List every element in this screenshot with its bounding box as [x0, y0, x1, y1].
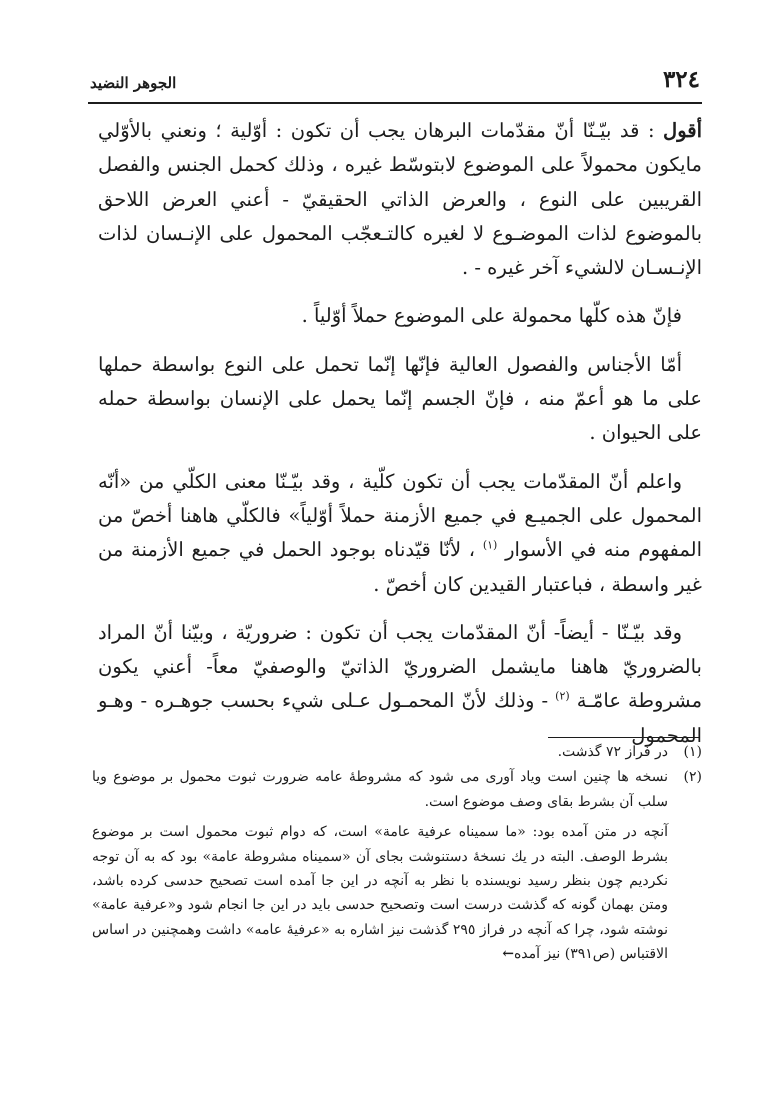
footnote-2-text: نسخه ها چنين است وياد آورى مى شود كه مشروطهٔ عامه ضرورت ثبوت محمول بر موضوع ويا سلب آن بشرط بقاى وصف موضوع است. [92, 769, 668, 810]
footnote-1-text: در فراز ٧٢ گذشت. [557, 744, 668, 760]
page-header [90, 64, 700, 100]
footnote-ref-2: (٢) [555, 689, 570, 703]
paragraph-1 [98, 114, 702, 285]
main-text [98, 114, 702, 767]
continuation-arrow-icon: ← [502, 946, 514, 963]
paragraph-2: فإنّ هذه كلّها محمولة على الموضوع حملاً أوّلياً . [301, 304, 682, 328]
paragraph-5 [98, 616, 702, 753]
paragraph-4-text-a: واعلم أنّ المقدّمات يجب أن تكون كلّية ، وقد بيّـنّا معنى الكلّي من «أنّه المحمول على الجميـع في جميع الأزمنة حملاً أوّلياً» فالكلّي هاهنا أخصّ من المفهوم منه في الأسوار [98, 469, 703, 562]
footnote-ref-1: (١) [482, 538, 498, 552]
paragraph-5-text-a: وقد بيّـنّا - أيضاً- أنّ المقدّمات يجب أن تكون : ضروريّة ، وبيّنا أنّ المراد بالضروريّ هاهنا مايشمل الضروريّ الذاتيّ والوصفيّ معاً- أعني يكون مشروطة عامّـة [98, 620, 703, 713]
footnote-rule [548, 737, 700, 738]
running-title: الجوهر النضيد [90, 74, 177, 92]
paragraph-4 [98, 465, 702, 602]
paragraph-5-text-b: - وذلك لأنّ المحمـول عـلى شيء بحسب جوهـره - وهـو المحمول [98, 689, 702, 747]
header-rule [88, 102, 702, 104]
footnote-2-comment [92, 820, 668, 966]
footnote-2-number: (٢) [683, 769, 702, 786]
lead-word: أقول [663, 119, 703, 142]
paragraph-3: أمّا الأجناس والفصول العالية فإنّها إنّما تحمل على النوع بواسطة حملها على ما هو أعمّ منه ، فإنّ الجسم إنّما يحمل على الإنسان بواسطة حمله على الحيوان . [98, 352, 702, 445]
paragraph-4-text-b: ، لأنّا قيّدناه بوجود الحمل في جميع الأزمنة من غير واسطة ، فباعتبار القيدين كان أخصّ . [98, 538, 702, 596]
footnote-1-number: (١) [683, 744, 702, 760]
footnote-2-comment-text: آنچه در متن آمده بود: «ما سميناه عرفية عامة» است، كه دوام ثبوت محمول است بر موضوع بشرط الوصف. البته در يك نسخهٔ دستنوشت بجاى آن «سميناه مشروطة عامة» بود كه به آن توجه نكرديم چون بنظر رسيد نويسنده با نظر به آنچه در اين جا آمده است تصحيح حدسى كرده باشد، ومتن بهمان گونه كه گذشت درست است وتصحيح حدسى بايد در اين جا انجام شود و«عرفية عامة» نوشته شود، چرا كه آنچه در فراز ٢٩٥ گذشت نيز اشاره به «عرفيهٔ عامه» داشت وهمچنين در اساس الاقتباس (ص٣٩١) نيز آمده [92, 824, 668, 963]
footnote-1 [92, 740, 702, 764]
page-number: ٣٢٤ [662, 66, 700, 93]
paragraph-1-text: : قد بيّـنّا أنّ مقدّمات البرهان يجب أن تكون : أوّلية ؛ ونعني بالأوّلي مايكون محمولاً على الموضوع لابتوسّط غيره ، وذلك كحمل الجنس والفصل القريبين على النوع ، والعرض الذاتي الحقيقيّ - أعني العرض اللاحق بالموضوع لذات الموضـوع لا لغيره كالتـعجّب المحمول على الإنـسان لذات الإنـسـان لالشيء آخر غيره - . [98, 119, 702, 280]
footnotes [92, 740, 702, 967]
footnote-2 [92, 765, 702, 814]
